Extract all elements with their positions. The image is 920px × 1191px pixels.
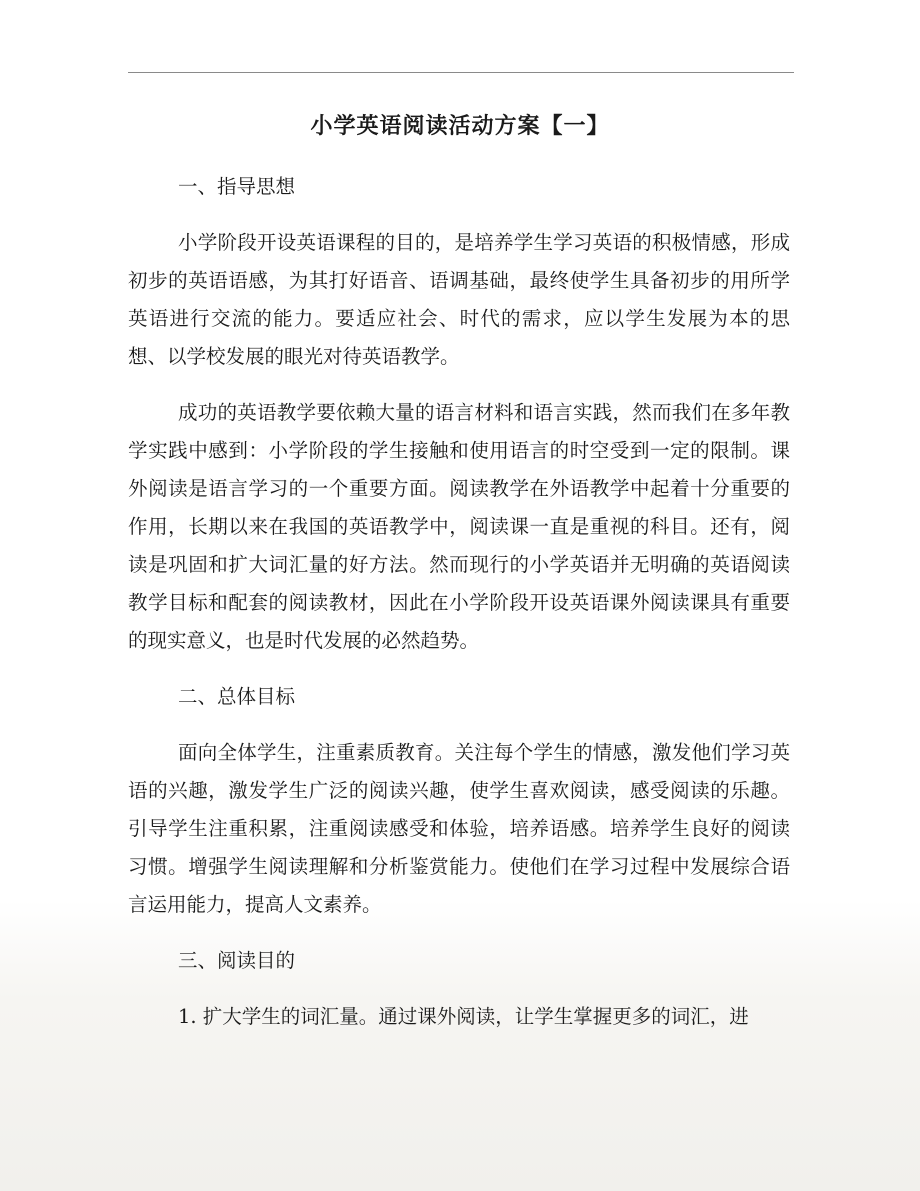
section-heading-1: 一、指导思想 [178,175,296,198]
paragraph: 1. 扩大学生的词汇量。通过课外阅读，让学生掌握更多的词汇，进 [178,1005,749,1028]
paragraph: 小学阶段开设英语课程的目的，是培养学生学习英语的积极情感，形成初步的英语语感，为其打好语音、语调基础，最终使学生具备初步的用所学英语进行交流的能力。要适应社会、时代的需求，应以学生发展为本的思想、以学校发展的眼光对待英语教学。 [128,231,790,368]
section-heading-3: 三、阅读目的 [178,949,296,972]
document-title: 小学英语阅读活动方案【一】 [310,113,610,139]
header-rule [128,72,794,73]
document-body [128,168,790,1054]
paragraph: 成功的英语教学要依赖大量的语言材料和语言实践，然而我们在多年教学实践中感到：小学阶段的学生接触和使用语言的时空受到一定的限制。课外阅读是语言学习的一个重要方面。阅读教学在外语教学中起着十分重要的作用，长期以来在我国的英语教学中，阅读课一直是重视的科目。还有，阅读是巩固和扩大词汇量的好方法。然而现行的小学英语并无明确的英语阅读教学目标和配套的阅读教材，因此在小学阶段开设英语课外阅读课具有重要的现实意义，也是时代发展的必然趋势。 [128,401,790,652]
section-heading-2: 二、总体目标 [178,685,296,708]
paragraph: 面向全体学生，注重素质教育。关注每个学生的情感，激发他们学习英语的兴趣，激发学生广泛的阅读兴趣，使学生喜欢阅读，感受阅读的乐趣。引导学生注重积累，注重阅读感受和体验，培养语感。培养学生良好的阅读习惯。增强学生阅读理解和分析鉴赏能力。使他们在学习过程中发展综合语言运用能力，提高人文素养。 [128,741,790,916]
